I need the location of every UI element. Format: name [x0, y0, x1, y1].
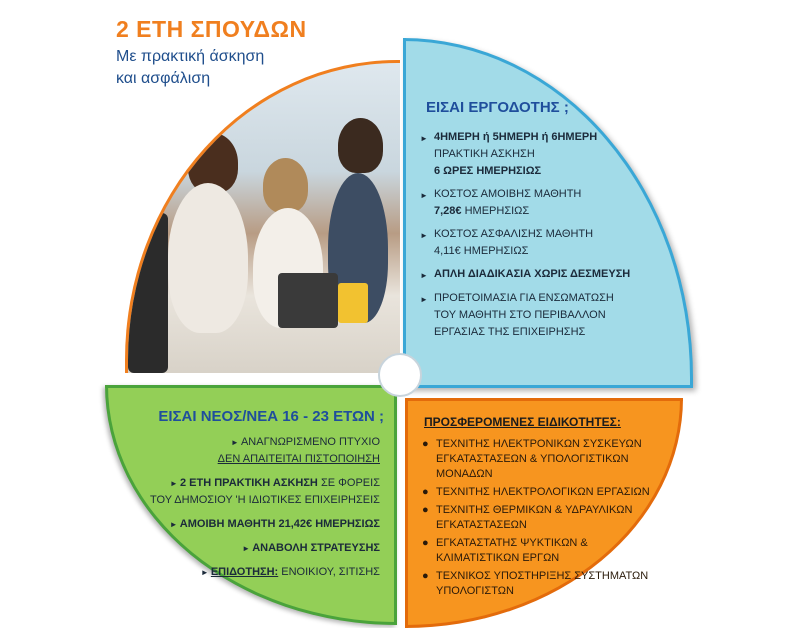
item-text: ΕΓΚΑΤΑΣΤΑΤΗΣ ΨΥΚΤΙΚΩΝ & ΚΛΙΜΑΤΙΣΤΙΚΩΝ ΕΡΓΩΝ: [436, 537, 588, 564]
list-item: [420, 226, 690, 260]
arrow-bullet-icon: ►: [420, 271, 428, 280]
arrow-bullet-icon: ►: [200, 568, 211, 577]
bullet-icon: ●: [422, 438, 429, 450]
list-item: [422, 437, 672, 482]
item-text: ΤΕΧΝΙΤΗΣ ΗΛΕΚΤΡΟΝΙΚΩΝ ΣΥΣΚΕΥΩΝ ΕΓΚΑΤΑΣΤΑΣΕΩΝ & ΥΠΟΛΟΓΙΣΤΙΚΩΝ ΜΟΝΑΔΩΝ: [436, 438, 642, 480]
item-text: ΗΜΕΡΗΣΙΩΣ: [464, 205, 530, 217]
students-photo: [125, 60, 400, 373]
item-text: ΤΟΥ ΔΗΜΟΣΙΟΥ 'Η ΙΔΙΩΤΙΚΕΣ ΕΠΙΧΕΙΡΗΣΕΙΣ: [149, 494, 380, 506]
arrow-bullet-icon: ►: [230, 438, 241, 447]
list-item: [420, 186, 690, 220]
list-item: [110, 434, 380, 468]
subtitle: [116, 46, 264, 90]
list-item: [422, 569, 672, 599]
employer-panel: [403, 38, 693, 388]
list-item: [422, 536, 672, 566]
item-text: ΚΟΣΤΟΣ ΑΜΟΙΒΗΣ ΜΑΘΗΤΗ: [434, 188, 582, 200]
list-item: [422, 485, 672, 500]
bullet-icon: ●: [422, 570, 429, 582]
page-title: 2 ΕΤΗ ΣΠΟΥΔΩΝ: [116, 16, 307, 42]
arrow-bullet-icon: ►: [169, 479, 180, 488]
youth-heading: ΕΙΣΑΙ ΝΕΟΣ/ΝΕΑ 16 - 23 ΕΤΩΝ ;: [158, 408, 384, 425]
item-text: ΤΕΧΝΙΤΗΣ ΗΛΕΚΤΡΟΛΟΓΙΚΩΝ ΕΡΓΑΣΙΩΝ: [436, 486, 650, 498]
list-item: [110, 540, 380, 557]
arrow-bullet-icon: ►: [420, 295, 428, 304]
item-text: ΤΕΧΝΙΚΟΣ ΥΠΟΣΤΗΡΙΞΗΣ ΣΥΣΤΗΜΑΤΩΝ ΥΠΟΛΟΓΙΣΤΩΝ: [436, 570, 649, 597]
list-item: [420, 266, 690, 284]
item-text: ΔΕΝ ΑΠΑΙΤΕΙΤΑΙ ΠΙΣΤΟΠΟΙΗΣΗ: [217, 453, 380, 465]
arrow-bullet-icon: ►: [420, 191, 428, 200]
bullet-icon: ●: [422, 504, 429, 516]
subtitle-line: και ασφάλιση: [116, 70, 211, 87]
item-text: ΕΡΓΑΣΙΑΣ ΤΗΣ ΕΠΙΧΕΙΡΗΣΗΣ: [434, 326, 586, 338]
item-text: ΚΟΣΤΟΣ ΑΣΦΑΛΙΣΗΣ ΜΑΘΗΤΗ: [434, 228, 594, 240]
bullet-icon: ●: [422, 486, 429, 498]
item-amount: 7,28€: [434, 205, 462, 217]
specialties-panel: [405, 398, 683, 628]
item-text: 6 ΩΡΕΣ ΗΜΕΡΗΣΙΩΣ: [434, 165, 542, 177]
item-text: ΑΠΛΗ ΔΙΑΔΙΚΑΣΙΑ ΧΩΡΙΣ ΔΕΣΜΕΥΣΗ: [434, 268, 631, 280]
item-text: ΣΕ ΦΟΡΕΙΣ: [320, 477, 380, 489]
item-text: ΑΜΟΙΒΗ ΜΑΘΗΤΗ 21,42€ ΗΜΕΡΗΣΙΩΣ: [179, 518, 380, 530]
item-amount: 4,11€: [434, 245, 461, 257]
item-text: ΕΠΙΔΟΤΗΣΗ:: [210, 566, 279, 578]
arrow-bullet-icon: ►: [169, 520, 180, 529]
list-item: [420, 129, 690, 180]
item-text: ΠΡΑΚΤΙΚΗ ΑΣΚΗΣΗ: [434, 148, 535, 160]
item-text: ΕΝΟΙΚΙΟΥ, ΣΙΤΙΣΗΣ: [281, 566, 380, 578]
list-item: [422, 503, 672, 533]
bullet-icon: ●: [422, 537, 429, 549]
item-text: 4ΗΜΕΡΗ ή 5ΗΜΕΡΗ ή 6ΗΜΕΡΗ: [434, 131, 598, 143]
specialties-heading: ΠΡΟΣΦΕΡΟΜΕΝΕΣ ΕΙΔΙΚΟΤΗΤΕΣ:: [424, 415, 621, 429]
item-text: ΗΜΕΡΗΣΙΩΣ: [463, 245, 529, 257]
center-circle: [378, 353, 422, 397]
list-item: [110, 516, 380, 533]
arrow-bullet-icon: ►: [242, 544, 253, 553]
youth-panel: [105, 385, 397, 625]
subtitle-line: Με πρακτική άσκηση: [116, 48, 265, 65]
list-item: [420, 290, 690, 341]
item-text: ΤΟΥ ΜΑΘΗΤΗ ΣΤΟ ΠΕΡΙΒΑΛΛΟΝ: [434, 309, 606, 321]
item-text: ΠΡΟΕΤΟΙΜΑΣΙΑ ΓΙΑ ΕΝΣΩΜΑΤΩΣΗ: [434, 292, 614, 304]
item-text: ΤΕΧΝΙΤΗΣ ΘΕΡΜΙΚΩΝ & ΥΔΡΑΥΛΙΚΩΝ ΕΓΚΑΤΑΣΤΑΣΕΩΝ: [436, 504, 633, 531]
list-item: [110, 475, 380, 509]
item-text: 2 ΕΤΗ ΠΡΑΚΤΙΚΗ ΑΣΚΗΣΗ: [180, 477, 318, 489]
arrow-bullet-icon: ►: [420, 134, 428, 143]
arrow-bullet-icon: ►: [420, 231, 428, 240]
employer-heading: ΕΙΣΑΙ ΕΡΓΟΔΟΤΗΣ ;: [426, 99, 569, 116]
item-text: ΑΝΑΓΝΩΡΙΣΜΕΝΟ ΠΤΥΧΙΟ: [240, 436, 380, 448]
list-item: [110, 564, 380, 581]
item-text: ΑΝΑΒΟΛΗ ΣΤΡΑΤΕΥΣΗΣ: [252, 542, 380, 554]
